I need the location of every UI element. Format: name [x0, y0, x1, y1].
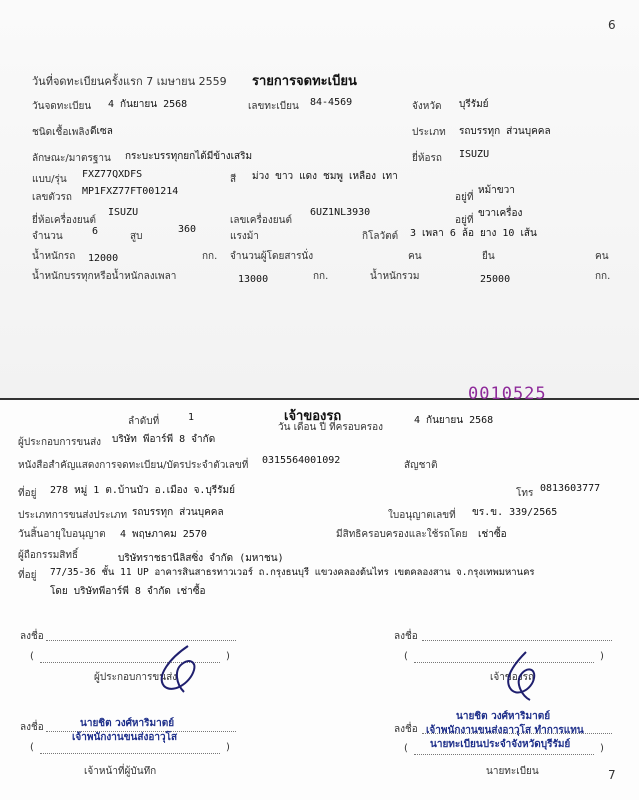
- possession-date-label: วัน เดือน ปี ที่ครอบครอง: [278, 422, 384, 433]
- license: ขร.ข. 339/2565: [472, 507, 558, 518]
- registrar-role: นายทะเบียน: [486, 766, 539, 777]
- type: รถบรรทุก ส่วนบุคคล: [459, 126, 551, 137]
- license-label: ใบอนุญาตเลขที่: [388, 510, 456, 521]
- engine-brand-label: ยี่ห้อเครื่องยนต์: [32, 215, 97, 226]
- qty-label: จำนวน: [32, 231, 63, 242]
- fuel-label: ชนิดเชื้อเพลิง: [32, 127, 90, 138]
- operator-signature: [150, 640, 210, 700]
- color-label: สี: [230, 174, 237, 185]
- sign-label-left-1: ลงชื่อ: [20, 631, 44, 642]
- chassis-label: เลขตัวรถ: [32, 192, 72, 203]
- nationality-label: สัญชาติ: [404, 460, 438, 471]
- holder-address: 77/35-36 ชั้น 11 UP อาคารสินสาธรทาวเวอร์ ถ.กรุงธนบุรี แขวงคลองต้นไทร เขตคลองสาน จ.กรุงเทพมหานคร: [50, 567, 535, 578]
- engine-loc-label: อยู่ที่: [455, 215, 474, 226]
- holder-address-2: โดย บริษัทพีอาร์พี 8 จำกัด เช่าซื้อ: [50, 586, 206, 597]
- paren-open-right-2: (: [404, 743, 408, 754]
- right: เช่าซื้อ: [478, 529, 507, 540]
- engine-no-label: เลขเครื่องยนต์: [230, 215, 292, 226]
- seq-label: ลำดับที่: [128, 416, 160, 427]
- chassis-loc: หม้าขวา: [478, 185, 515, 196]
- person-unit-2: คน: [595, 251, 609, 262]
- reg-date: 4 กันยายน 2568: [108, 99, 188, 110]
- engine-loc: ขวาเครื่อง: [478, 208, 523, 219]
- expiry: 4 พฤษภาคม 2570: [120, 529, 207, 540]
- province: บุรีรัมย์: [459, 99, 489, 110]
- model: FXZ77QXDFS: [82, 169, 143, 180]
- province-label: จังหวัด: [412, 101, 442, 112]
- brand: ISUZU: [459, 149, 490, 160]
- seats-label: จำนวนผู้โดยสารนั่ง: [230, 251, 314, 262]
- recorder-role: เจ้าหน้าที่ผู้บันทึก: [84, 766, 157, 777]
- page-number-bottom: 7: [608, 768, 616, 782]
- engine-brand: ISUZU: [108, 207, 139, 218]
- right-stamp-name: นายชิต วงศ์หาริมาตย์: [456, 711, 551, 722]
- weight-label: น้ำหนักรถ: [32, 251, 76, 262]
- horsepower: 360: [178, 224, 197, 235]
- page-number-top: 6: [608, 18, 616, 32]
- operator-label: ผู้ประกอบการขนส่ง: [18, 437, 102, 448]
- type-label: ประเภท: [412, 127, 446, 138]
- right-label: มีสิทธิครอบครองและใช้รถโดย: [336, 529, 468, 540]
- load: 13000: [238, 274, 269, 285]
- left-stamp-position: เจ้าพนักงานขนส่งอาวุโส: [72, 732, 178, 743]
- gross: 25000: [480, 274, 511, 285]
- owner-sign-role: เจ้าของรถ: [490, 672, 535, 683]
- engine-no: 6UZ1NL3930: [310, 207, 371, 218]
- op-type-label: ประเภทการขนส่งประเภท: [18, 510, 128, 521]
- cyl-label: สูบ: [130, 231, 143, 242]
- right-stamp-registrar: นายทะเบียนประจำจังหวัดบุรีรัมย์: [430, 739, 571, 750]
- chassis: MP1FXZ77FT001214: [82, 186, 179, 197]
- kg-unit-1: กก.: [202, 251, 218, 262]
- kg-unit-2: กก.: [313, 271, 329, 282]
- paren-open-left-1: (: [30, 651, 34, 662]
- address: 278 หมู่ 1 ต.บ้านบัว อ.เมือง จ.บุรีรัมย์: [50, 485, 235, 496]
- operator-sign-role: ผู้ประกอบการขนส่ง: [94, 672, 178, 683]
- holder-label: ผู้ถือกรรมสิทธิ์: [18, 550, 79, 561]
- paren-close-left-1: ): [226, 651, 230, 662]
- tel-label: โทร: [516, 488, 534, 499]
- axles: 3 เพลา 6 ล้อ ยาง 10 เส้น: [410, 228, 537, 239]
- registration-title: รายการจดทะเบียน: [252, 74, 357, 89]
- paren-close-right-2: ): [600, 743, 604, 754]
- person-unit-1: คน: [408, 251, 422, 262]
- operator: บริษัท พีอาร์พี 8 จำกัด: [112, 434, 216, 445]
- chassis-loc-label: อยู่ที่: [455, 192, 474, 203]
- id-label: หนังสือสำคัญแสดงการจดทะเบียน/บัตรประจำตัวเลขที่: [18, 460, 249, 471]
- owner-signature: [496, 648, 546, 703]
- seq: 1: [188, 412, 195, 423]
- cylinders: 6: [92, 226, 99, 237]
- tel: 0813603777: [540, 483, 601, 494]
- sign-label-left-2: ลงชื่อ: [20, 722, 44, 733]
- fuel: ดีเซล: [90, 126, 113, 137]
- paren-close-left-2: ): [226, 742, 230, 753]
- id-number: 0315564001092: [262, 455, 341, 466]
- stand-label: ยืน: [482, 251, 495, 262]
- first-reg-date: วันที่จดทะเบียนครั้งแรก 7 เมษายน 2559: [32, 75, 227, 88]
- style-label: ลักษณะ/มาตรฐาน: [32, 153, 111, 164]
- left-stamp-name: นายชิต วงศ์หาริมาตย์: [80, 718, 175, 729]
- model-label: แบบ/รุ่น: [32, 174, 67, 185]
- serial-number: 0010525: [468, 384, 547, 404]
- paren-close-right-1: ): [600, 651, 604, 662]
- sign-label-right-1: ลงชื่อ: [394, 631, 418, 642]
- color: ม่วง ขาว แดง ชมพู เหลือง เทา: [252, 171, 398, 182]
- expiry-label: วันสิ้นอายุใบอนุญาต: [18, 529, 106, 540]
- possession-date: 4 กันยายน 2568: [414, 415, 494, 426]
- gross-label: น้ำหนักรวม: [370, 271, 420, 282]
- paren-open-left-2: (: [30, 742, 34, 753]
- reg-no: 84-4569: [310, 97, 353, 108]
- style: กระบะบรรทุกยกได้มีข้างเสริม: [125, 151, 253, 162]
- op-type: รถบรรทุก ส่วนบุคคล: [132, 507, 224, 518]
- brand-label: ยี่ห้อรถ: [412, 153, 442, 164]
- holder-address-label: ที่อยู่: [18, 570, 37, 581]
- reg-date-label: วันจดทะเบียน: [32, 101, 92, 112]
- holder: บริษัทราชธานีลิสซิ่ง จำกัด (มหาชน): [118, 553, 284, 564]
- reg-no-label: เลขทะเบียน: [248, 101, 299, 112]
- hp-label: แรงม้า: [230, 231, 259, 242]
- sign-label-right-2: ลงชื่อ: [394, 724, 418, 735]
- load-label: น้ำหนักบรรทุกหรือน้ำหนักลงเพลา: [32, 271, 177, 282]
- weight: 12000: [88, 253, 119, 264]
- owner-title: เจ้าของรถ: [284, 409, 342, 424]
- address-label: ที่อยู่: [18, 488, 37, 499]
- kw-label: กิโลวัตต์: [362, 231, 399, 242]
- right-stamp-position: เจ้าพนักงานขนส่งอาวุโส ทำการแทน: [426, 725, 584, 736]
- kg-unit-3: กก.: [595, 271, 611, 282]
- paren-open-right-1: (: [404, 651, 408, 662]
